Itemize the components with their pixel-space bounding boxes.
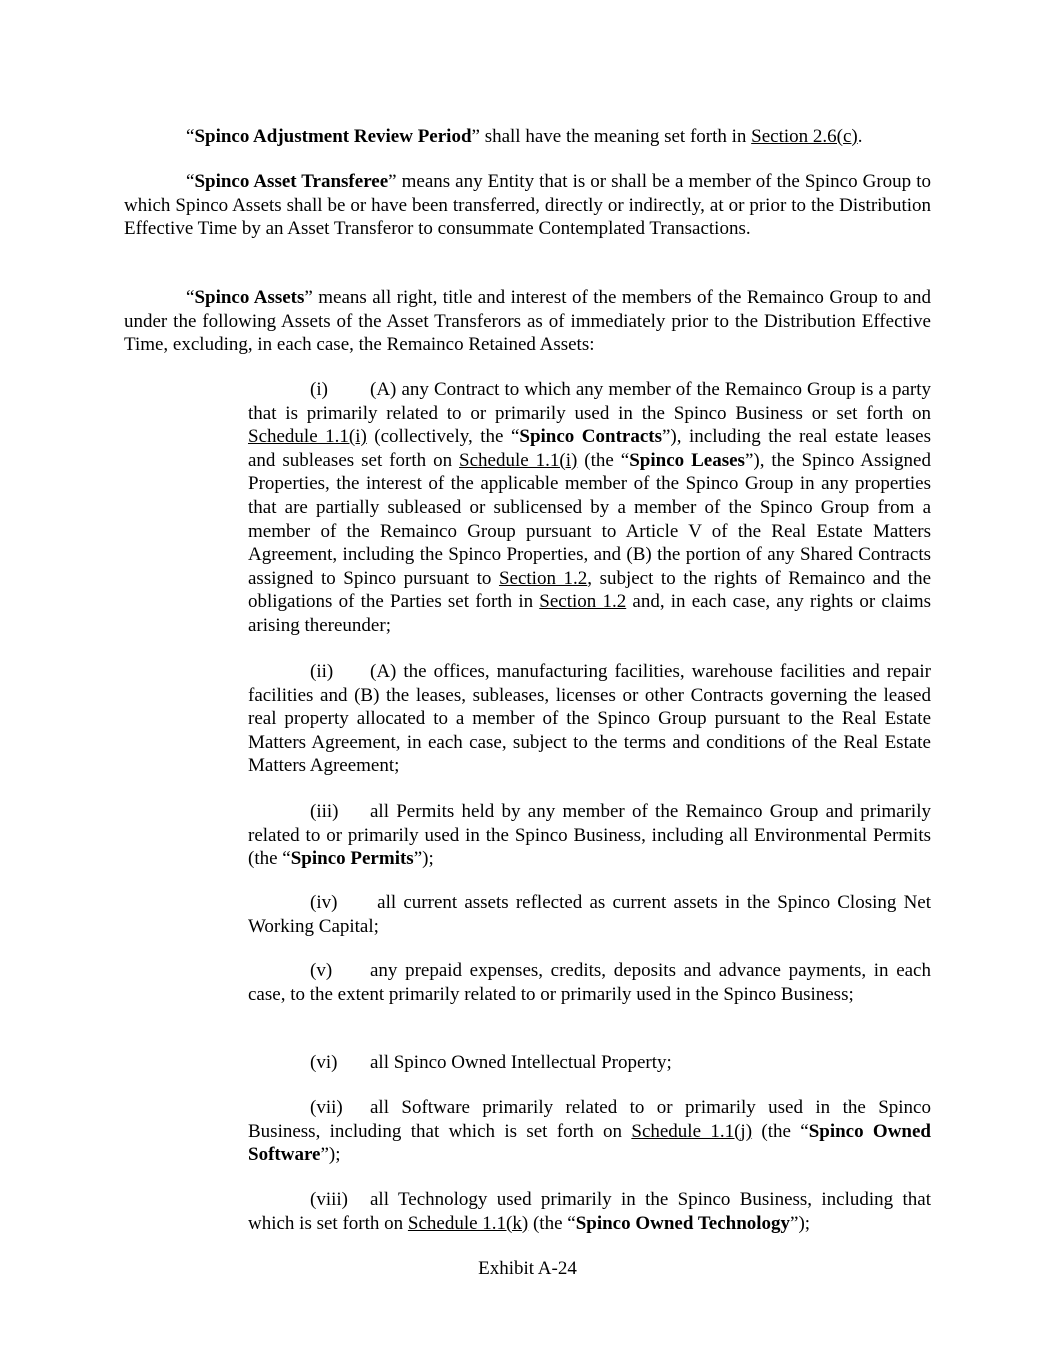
list-item-iii: (iii) all Permits held by any member of the Remainco Group and primarily related to or primarily used in the Spinco Business, including all Environmental Permits (the “Spinco Permits”); [248, 801, 931, 870]
definition-spinco-assets: “Spinco Assets” means all right, title and interest of the members of the Remainco Group to and under the following Assets of the Asset Transferors as of immediately prior to the Distribution Effective Time, excluding, in each case, the Remainco Retained Assets: [124, 287, 931, 356]
defined-term: Spinco Adjustment Review Period [194, 126, 472, 147]
defined-term: Spinco Assets [194, 287, 305, 308]
section-reference: Section 1.2 [498, 567, 588, 589]
defined-term: Spinco Owned Software [248, 1120, 931, 1166]
list-item-i: (i) (A) any Contract to which any member of the Remainco Group is a party that is primarily related to or primarily used in the Spinco Business or set forth on Schedule 1.1(i) (collectively, the “Spinco Contracts”), including the real estate leases and subleases set forth on Schedule 1.1(i) (the “Spinco Leases”), the Spinco Assigned Properties, the interest of the applicable member of the Spinco Group in any properties that are partially subleased or sublicensed by a member of the Spinco Group from a member of the Remainco Group pursuant to Article V of the Real Estate Matters Agreement, including the Spinco Properties, and (B) the portion of any Shared Contracts assigned to Spinco pursuant to Section 1.2, subject to the rights of Remainco and the obligations of the Parties set forth in Section 1.2 and, in each case, any rights or claims arising thereunder; [248, 379, 932, 636]
list-item-viii: (viii) all Technology used primarily in the Spinco Business, including that which is set forth on Schedule 1.1(k) (the “Spinco Owned Technology”); [248, 1189, 931, 1234]
defined-term: Spinco Asset Transferee [194, 171, 389, 192]
definition-spinco-asset-transferee: “Spinco Asset Transferee” means any Entity that is or shall be a member of the Spinco Group to which Spinco Assets shall be or have been transferred, directly or indirectly, at or prior to the Distribution Effective Time by an Asset Transferor to consummate Contemplated Transactions. [124, 171, 931, 240]
section-reference: Section 2.6(c) [751, 126, 858, 147]
page-footer: Exhibit A-24 [478, 1258, 577, 1279]
defined-term: Spinco Owned Technology [575, 1212, 791, 1234]
item-number: (iv) [310, 892, 338, 913]
item-number: (iii) [310, 801, 339, 822]
schedule-reference: Schedule 1.1(j) [631, 1120, 753, 1142]
schedule-reference: Schedule 1.1(i) [248, 426, 367, 448]
item-number: (viii) [310, 1189, 348, 1210]
list-item-iv: (iv) all current assets reflected as current assets in the Spinco Closing Net Working Capital; [248, 892, 931, 937]
list-item-v: (v) any prepaid expenses, credits, deposits and advance payments, in each case, to the extent primarily related to or primarily used in the Spinco Business; [248, 960, 931, 1005]
item-number: (vii) [310, 1097, 343, 1118]
item-number: (i) [310, 379, 328, 400]
item-number: (v) [310, 960, 333, 981]
item-number: (ii) [310, 661, 334, 682]
defined-term: Spinco Leases [629, 449, 745, 471]
schedule-reference: Schedule 1.1(i) [459, 449, 578, 471]
item-number: (vi) [310, 1052, 338, 1073]
list-item-vii: (vii) all Software primarily related to or primarily used in the Spinco Business, including that which is set forth on Schedule 1.1(j) (the “Spinco Owned Software”); [248, 1097, 931, 1166]
section-reference: Section 1.2 [539, 591, 627, 613]
defined-term: Spinco Permits [290, 848, 414, 870]
definition-spinco-adjustment-review-period: “Spinco Adjustment Review Period” shall have the meaning set forth in Section 2.6(c). [186, 126, 863, 147]
list-item-ii: (ii) (A) the offices, manufacturing facilities, warehouse facilities and repair facilities and (B) the leases, subleases, licenses or other Contracts governing the leased real property allocated to a member of the Spinco Group pursuant to the Real Estate Matters Agreement, in each case, subject to the terms and conditions of the Real Estate Matters Agreement; [248, 661, 931, 777]
schedule-reference: Schedule 1.1(k) [407, 1212, 529, 1234]
defined-term: Spinco Contracts [519, 426, 662, 448]
list-item-vi: (vi) all Spinco Owned Intellectual Property; [310, 1052, 672, 1073]
